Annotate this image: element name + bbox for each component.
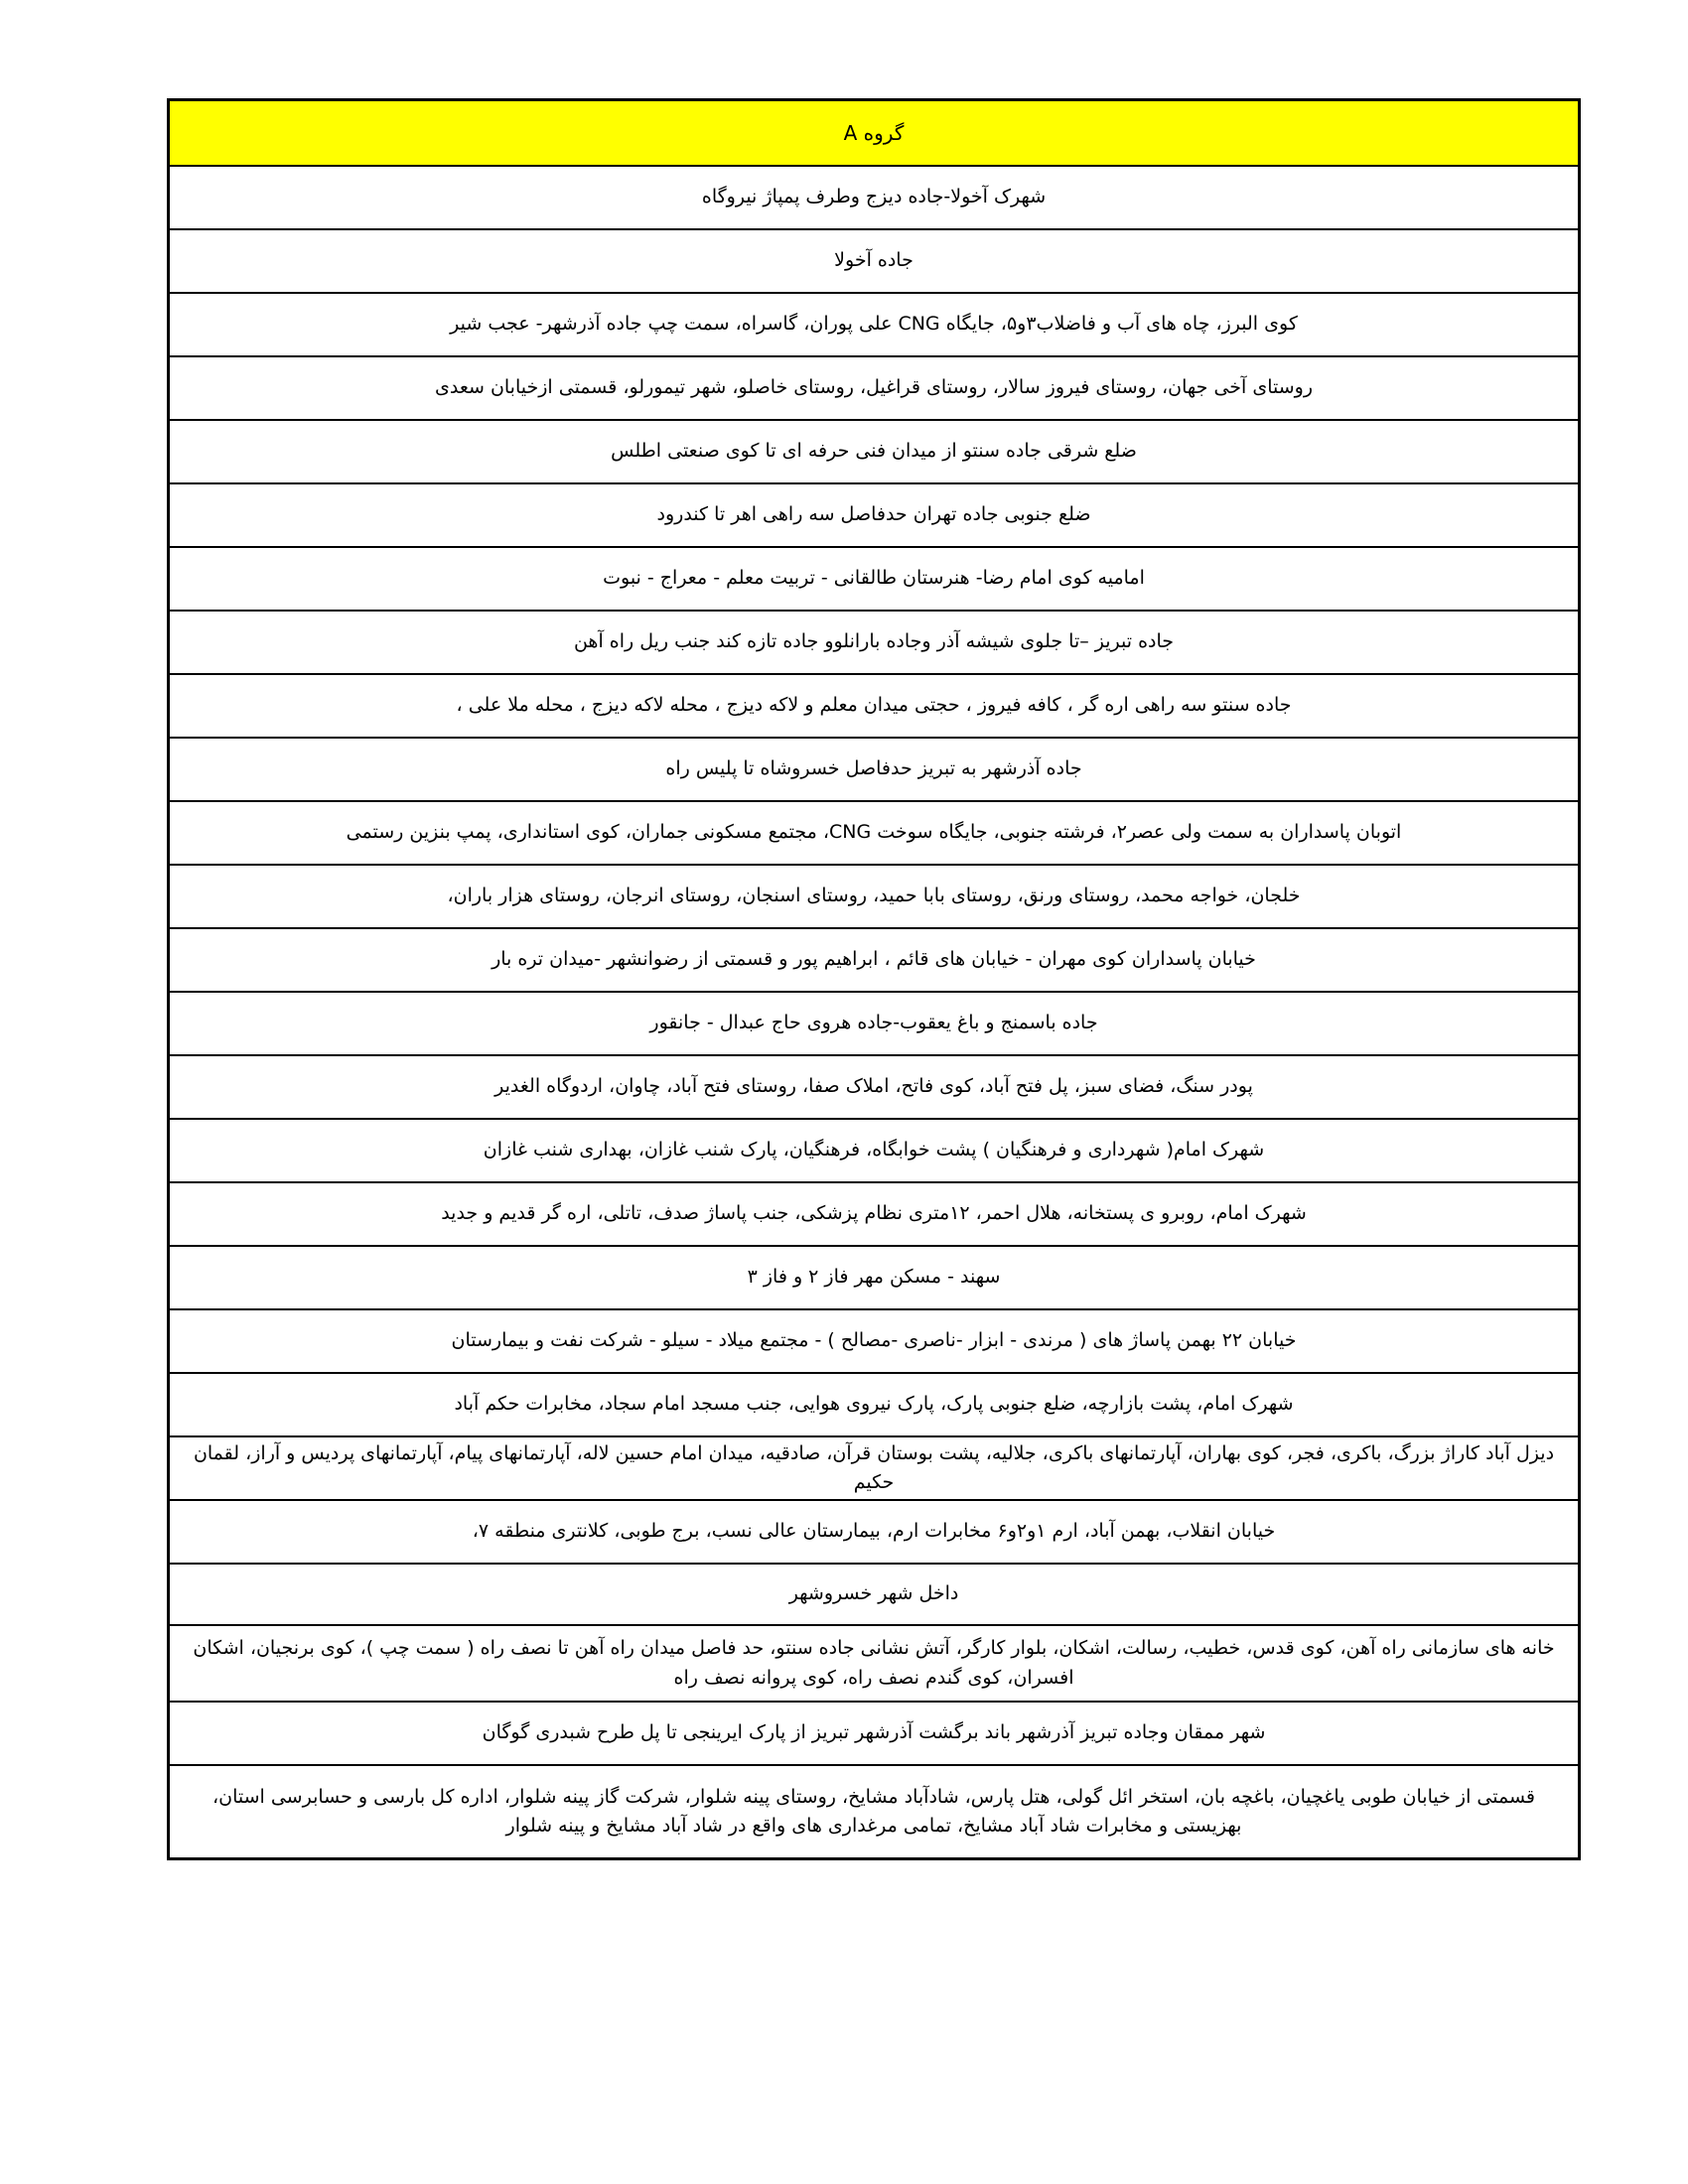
table-row bbox=[170, 1374, 1578, 1437]
table-row bbox=[170, 739, 1578, 802]
row-text: کوی البرز، چاه های آب و فاضلاب۳و۵، جایگاه CNG علی پوران، گاسراه، سمت چپ جاده آذرشهر- عجب شیر bbox=[450, 313, 1298, 336]
row-text: روستای آخی جهان، روستای فیروز سالار، روستای قراغیل، روستای خاصلو، شهر تیمورلو، قسمتی ازخیابان سعدی bbox=[434, 376, 1314, 399]
row-text: جاده سنتو سه راهی اره گر ، کافه فیروز ، حجتی میدان معلم و لاکه دیزج ، محله لاکه دیزج ، محله ملا علی ، bbox=[456, 694, 1292, 717]
row-text: دیزل آباد کاراژ بزرگ، باکری، فجر، کوی بهاران، آپارتمانهای باکری، جلالیه، پشت بوستان قرآن، صادقیه، میدان امام حسین لاله، آپارتمانهای پیام، آپارتمانهای پردیس و آراز، لقمان حکیم bbox=[193, 1441, 1555, 1493]
row-text: شهرک امام، روبرو ی پستخانه، هلال احمر، ۱۲متری نظام پزشکی، جنب پاساژ صدف، تاتلی، اره گر قدیم و جدید bbox=[441, 1202, 1307, 1225]
row-text: جاده تبریز –تا جلوی شیشه آذر وجاده بارانلوو جاده تازه کند جنب ریل راه آهن bbox=[573, 630, 1175, 653]
table-row bbox=[170, 612, 1578, 675]
row-text: پودر سنگ، فضای سبز، پل فتح آباد، کوی فاتح، املاک صفا، روستای فتح آباد، چاوان، اردوگاه الغدیر bbox=[494, 1075, 1253, 1098]
table-row bbox=[170, 484, 1578, 548]
row-text: اتوبان پاسداران به سمت ولی عصر۲، فرشته جنوبی، جایگاه سوخت CNG، مجتمع مسکونی جماران، کوی استانداری، پمپ بنزین رستمی bbox=[346, 821, 1402, 844]
table-row bbox=[170, 294, 1578, 357]
table-row bbox=[170, 230, 1578, 294]
table-row bbox=[170, 802, 1578, 866]
table-row bbox=[170, 421, 1578, 484]
row-text: جاده آخولا bbox=[834, 249, 914, 272]
group-table bbox=[167, 98, 1581, 1860]
row-text: خیابان انقلاب، بهمن آباد، ارم ۱و۲و۶ مخابرات ارم، بیمارستان عالی نسب، برج طوبی، کلانتری منطقه ۷، bbox=[472, 1520, 1276, 1543]
table-row bbox=[170, 1183, 1578, 1247]
group-title: گروه A bbox=[843, 120, 905, 145]
table-row bbox=[170, 1437, 1578, 1501]
table-row bbox=[170, 167, 1578, 230]
row-text: قسمتی از خیابان طوبی یاغچیان، باغچه بان، استخر ائل گولی، هتل پارس، شادآباد مشایخ، روستای پینه شلوار، شرکت گاز پینه شلوار، اداره کل بارسی و حسابرسی استان، بهزیستی و مخابرات شاد آباد مشایخ، تمامی مرغداری های واقع در شاد آباد مشایخ و پینه شلوار bbox=[212, 1785, 1535, 1837]
row-text: شهرک امام( شهرداری و فرهنگیان ) پشت خوابگاه، فرهنگیان، پارک شنب غازان، بهداری شنب غازان bbox=[483, 1139, 1265, 1161]
table-row bbox=[170, 993, 1578, 1056]
table-row bbox=[170, 1056, 1578, 1120]
table-row bbox=[170, 929, 1578, 993]
row-text: جاده باسمنج و باغ یعقوب-جاده هروی حاج عبدال - جانقور bbox=[649, 1012, 1098, 1034]
table-row bbox=[170, 1120, 1578, 1183]
table-row bbox=[170, 866, 1578, 929]
table-row bbox=[170, 1565, 1578, 1626]
table-row bbox=[170, 548, 1578, 612]
row-text: ضلع شرقی جاده سنتو از میدان فنی حرفه ای تا کوی صنعتی اطلس bbox=[611, 440, 1137, 463]
table-row bbox=[170, 357, 1578, 421]
row-text: خانه های سازمانی راه آهن، کوی قدس، خطیب، رسالت، اشکان، بلوار کارگر، آتش نشانی جاده سنتو، حد فاصل میدان راه آهن تا نصف راه ( سمت چپ )، کوی برنجیان، اشکان افسران، کوی گندم نصف راه، کوی پروانه نصف راه bbox=[193, 1637, 1555, 1689]
table-header-row bbox=[170, 101, 1578, 167]
row-text: سهند - مسکن مهر فاز ۲ و فاز ۳ bbox=[747, 1266, 1001, 1289]
row-text: ضلع جنوبی جاده تهران حدفاصل سه راهی اهر تا کندرود bbox=[656, 503, 1091, 526]
table-row bbox=[170, 1310, 1578, 1374]
row-text: خلجان، خواجه محمد، روستای ورنق، روستای بابا حمید، روستای اسنجان، روستای انرجان، روستای هزار باران، bbox=[447, 885, 1301, 907]
table-row bbox=[170, 1766, 1578, 1857]
table-row bbox=[170, 1247, 1578, 1310]
table-row bbox=[170, 1703, 1578, 1766]
row-text: شهرک امام، پشت بازارچه، ضلع جنوبی پارک، پارک نیروی هوایی، جنب مسجد امام سجاد، مخابرات حکم آباد bbox=[454, 1393, 1294, 1416]
row-text: شهر ممقان وجاده تبریز آذرشهر باند برگشت آذرشهر تبریز از پارک ایرینجی تا پل طرح شبدری گوگان bbox=[482, 1721, 1266, 1744]
row-text: جاده آذرشهر به تبریز حدفاصل خسروشاه تا پلیس راه bbox=[665, 757, 1082, 780]
row-text: خیابان پاسداران کوی مهران - خیابان های قائم ، ابراهیم پور و قسمتی از رضوانشهر -میدان تره بار bbox=[492, 948, 1256, 971]
row-text: شهرک آخولا-جاده دیزج وطرف پمپاژ نیروگاه bbox=[701, 186, 1047, 208]
row-text: خیابان ۲۲ بهمن پاساژ های ( مرندی - ابزار -ناصری -مصالح ) - مجتمع میلاد - سیلو - شرکت نفت و بیمارستان bbox=[451, 1329, 1297, 1352]
table-row bbox=[170, 675, 1578, 739]
row-text: داخل شهر خسروشهر bbox=[788, 1582, 959, 1605]
row-text: امامیه کوی امام رضا- هنرستان طالقانی - تربیت معلم - معراج - نبوت bbox=[603, 567, 1145, 590]
table-row bbox=[170, 1501, 1578, 1565]
table-row bbox=[170, 1626, 1578, 1703]
